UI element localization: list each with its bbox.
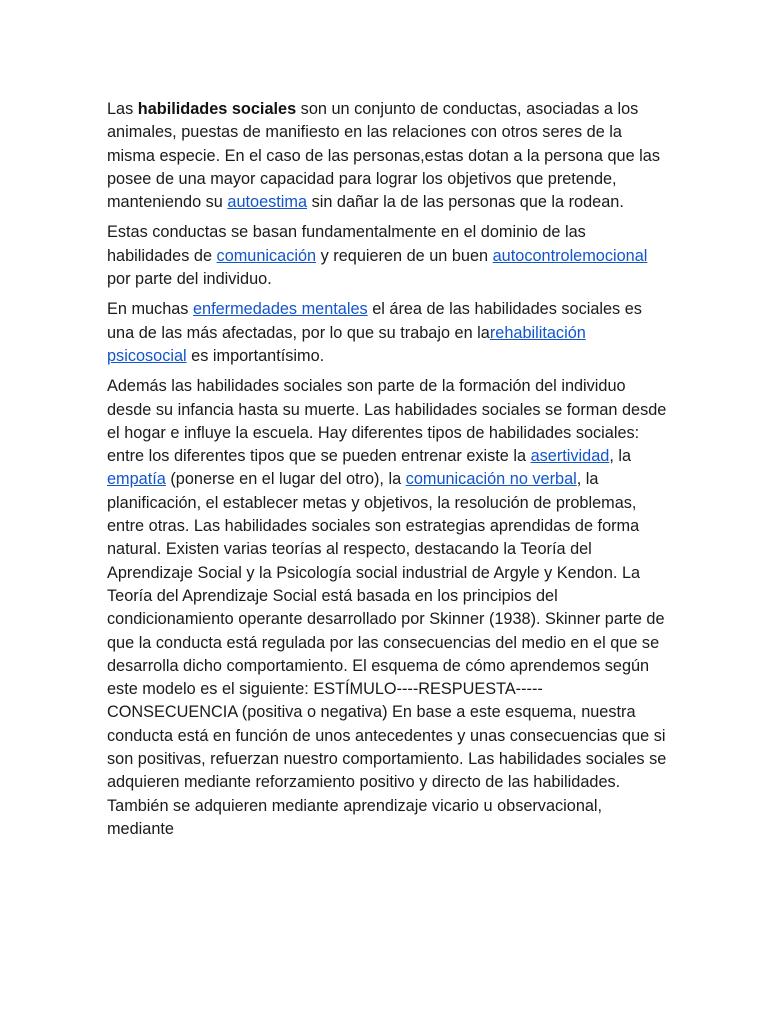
paragraph-2-text-pre: Estas conductas se basan fundamentalmente en el dominio de las habilidades de: [107, 223, 586, 265]
paragraph-3-text-pre: En muchas: [107, 300, 193, 319]
paragraph-4-separator-2: (ponerse en el lugar del otro), la: [165, 470, 406, 489]
document-body: [107, 98, 667, 841]
link-autocontrolemocional[interactable]: autocontrolemocional: [492, 246, 648, 265]
paragraph-1-text-pre: Las: [107, 100, 138, 118]
link-empatia[interactable]: empatía: [107, 470, 166, 489]
paragraph-1: [107, 98, 667, 214]
bold-term-habilidades-sociales: habilidades sociales: [137, 100, 297, 118]
link-asertividad[interactable]: asertividad: [530, 447, 610, 466]
paragraph-3-text-mid: el área de las habilidades sociales es una de las más afectadas, por lo que su trabajo en la: [107, 300, 642, 342]
paragraph-4-separator-1: , la: [609, 447, 632, 466]
paragraph-3-text-post: es importantísimo.: [186, 346, 325, 365]
paragraph-2: [107, 221, 667, 291]
paragraph-3: [107, 298, 667, 368]
paragraph-4-text-post: , la planificación, el establecer metas y objetivos, la resolución de problemas, entre otras. Las habilidades sociales son estrategias aprendidas de forma natural. Existen varias teorías al respecto, destacando la Teoría del Aprendizaje Social y la Psicología social industrial de Argyle y Kendon. La Teoría del Aprendizaje Social está basada en los principios del condicionamiento operante desarrollado por Skinner (1938). Skinner parte de que la conducta está regulada por las consecuencias del medio en el que se desarrolla dicho comportamiento. El esquema de cómo aprendemos según este modelo es el siguiente: ESTÍMULO----RESPUESTA-----CONSECUENCIA (positiva o negativa) En base a este esquema, nuestra conducta está en función de unos antecedentes y unas consecuencias que si son positivas, refuerzan nuestro comportamiento. Las habilidades sociales se adquieren mediante reforzamiento positivo y directo de las habilidades. También se adquieren mediante aprendizaje vicario u observacional, mediante: [107, 470, 667, 838]
link-rehabilitacion-psicosocial[interactable]: rehabilitación psicosocial: [107, 323, 586, 365]
link-comunicacion-no-verbal[interactable]: comunicación no verbal: [405, 470, 577, 489]
link-enfermedades-mentales[interactable]: enfermedades mentales: [192, 300, 368, 319]
paragraph-1-text-post: sin dañar la de las personas que la rodean.: [307, 193, 624, 212]
link-comunicacion[interactable]: comunicación: [216, 246, 317, 265]
paragraph-1-text-mid: son un conjunto de conductas, asociadas a los animales, puestas de manifiesto en las relaciones con otros seres de la misma especie. En el caso de las personas,estas dotan a la persona que las posee de una mayor capacidad para lograr los objetivos que pretende, manteniendo su: [107, 100, 660, 212]
paragraph-4-text-pre: Además las habilidades sociales son parte de la formación del individuo desde su infancia hasta su muerte. Las habilidades sociales se forman desde el hogar e influye la escuela. Hay diferentes tipos de habilidades sociales: entre los diferentes tipos que se pueden entrenar existe la: [107, 377, 667, 466]
link-autoestima[interactable]: autoestima: [227, 193, 308, 212]
paragraph-2-text-mid: y requieren de un buen: [316, 246, 493, 265]
paragraph-4: [107, 375, 667, 841]
paragraph-2-text-post: por parte del individuo.: [107, 270, 272, 289]
